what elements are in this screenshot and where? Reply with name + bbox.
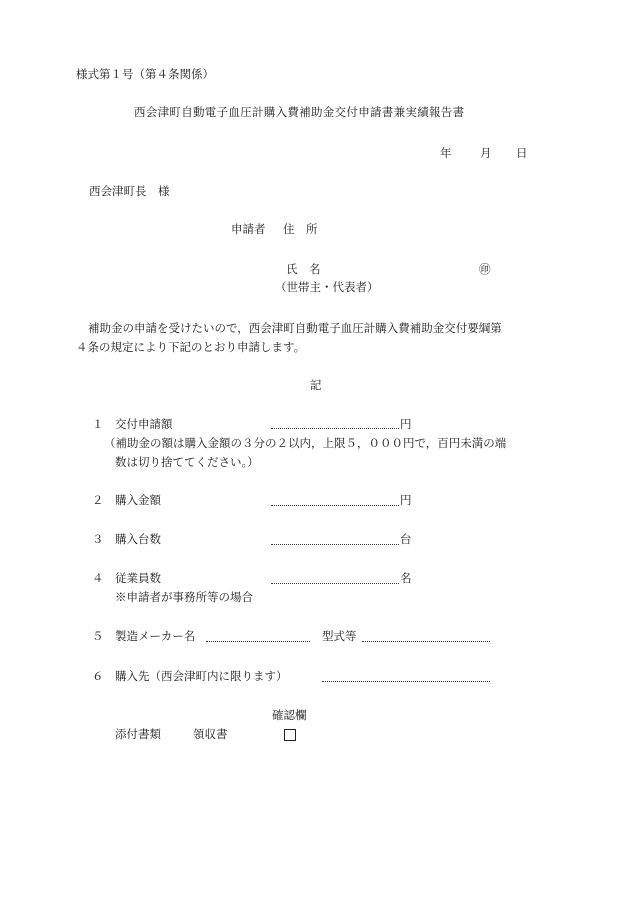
date-month: 月: [480, 146, 492, 160]
receipt-checkbox[interactable]: [284, 729, 296, 741]
body-text-line-2: ４条の規定により下記のとおり申請します。: [76, 340, 306, 354]
item-4-note: ※申請者が事務所等の場合: [115, 590, 253, 604]
receipt-label: 領収書: [193, 727, 228, 741]
item-4-employees-field[interactable]: [271, 583, 399, 584]
item-5-manufacturer-field[interactable]: [206, 641, 310, 642]
ki-heading: 記: [310, 378, 322, 392]
date-day: 日: [516, 146, 528, 160]
item-6-label: 購入先（西会津町内に限ります）: [115, 669, 288, 683]
item-2-unit: 円: [400, 493, 412, 507]
item-1-number: １: [92, 417, 104, 431]
item-3-unit: 台: [400, 532, 412, 546]
item-5-label: 製造メーカー名: [115, 629, 196, 643]
item-2-label: 購入金額: [115, 493, 161, 507]
attachment-label: 添付書類: [115, 727, 161, 741]
item-1-amount-field[interactable]: [271, 428, 399, 429]
item-4-number: ４: [92, 571, 104, 585]
item-3-number: ３: [92, 532, 104, 546]
body-text-line-1: 補助金の申請を受けたいので，西会津町自動電子血圧計購入費補助金交付要綱第: [88, 321, 502, 335]
item-6-number: ６: [92, 669, 104, 683]
item-4-unit: 名: [400, 571, 412, 585]
form-number: 様式第１号（第４条関係）: [76, 67, 214, 81]
item-5-model-field[interactable]: [362, 641, 490, 642]
item-1-note-line-1: （補助金の額は購入金額の３分の２以内，上限５，０００円で，百円未満の端: [104, 436, 507, 450]
household-note: （世帯主・代表者）: [275, 280, 379, 294]
item-3-label: 購入台数: [115, 532, 161, 546]
confirmation-heading: 確認欄: [272, 708, 307, 722]
item-1-note-line-2: 数は切り捨ててください。）: [115, 455, 259, 469]
item-2-amount-field[interactable]: [271, 505, 399, 506]
item-5-number: ５: [92, 629, 104, 643]
item-2-number: ２: [92, 493, 104, 507]
address-label: 住 所: [283, 222, 318, 236]
form-title: 西会津町自動電子血圧計購入費補助金交付申請書兼実績報告書: [134, 105, 465, 119]
name-label: 氏 名: [286, 262, 321, 276]
seal-mark: ㊞: [479, 262, 491, 276]
applicant-label: 申請者: [231, 222, 266, 236]
item-5-model-label: 型式等: [322, 629, 357, 643]
item-3-count-field[interactable]: [271, 544, 399, 545]
item-4-label: 従業員数: [115, 571, 161, 585]
date-year: 年: [440, 146, 452, 160]
addressee: 西会津町長 様: [89, 184, 170, 198]
item-6-store-field[interactable]: [322, 681, 490, 682]
item-1-unit: 円: [400, 417, 412, 431]
item-1-label: 交付申請額: [115, 417, 173, 431]
